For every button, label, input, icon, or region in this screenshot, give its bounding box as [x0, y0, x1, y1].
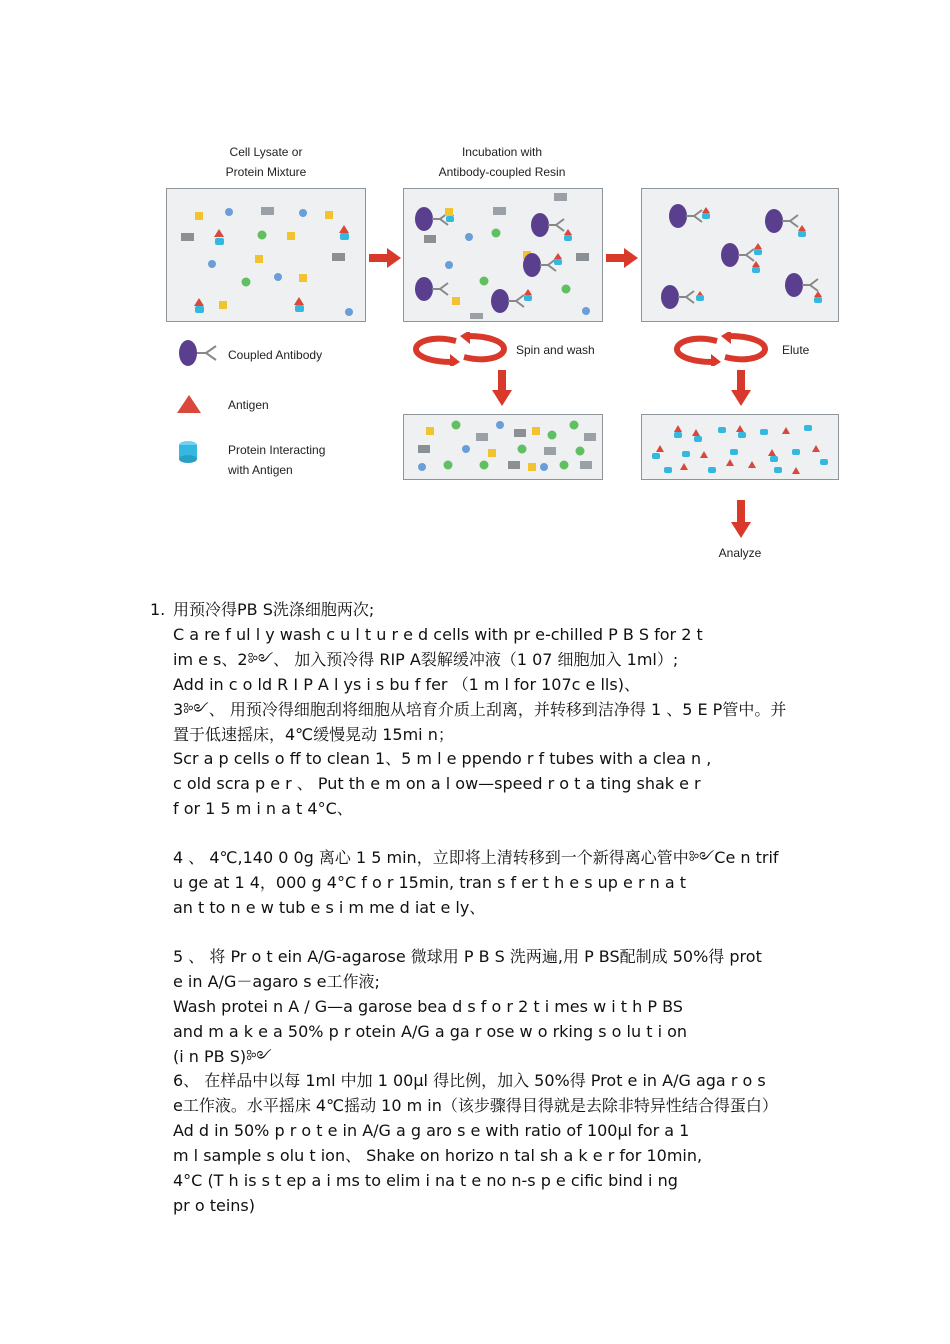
antibody-antigen-complex-icon	[721, 243, 762, 273]
protein-green	[492, 229, 501, 238]
antigen-triangle	[339, 225, 349, 233]
step6-line5: 4°C (T h is s t ep a i ms to elim i na t e no n-s p e cific bind i ng	[173, 1171, 678, 1191]
protein-gray	[476, 433, 488, 441]
step5-line1: 5 、 将 Pr o t ein A/G-agarose 微球用 P B S 洗两遍,用 P BS配制成 50%得 prot	[173, 946, 762, 966]
protein-gray	[470, 313, 483, 319]
step2-en-line: Add in c o ld R I P A l ys i s bu f fer （1 m l for 107c e lls)、	[173, 674, 640, 694]
protein-gray	[554, 193, 567, 201]
antigen-triangle	[194, 298, 204, 306]
protein-cyan	[295, 305, 304, 312]
antigen-triangle	[294, 297, 304, 305]
coupled-antibody-icon	[491, 289, 532, 313]
legend-protein-interacting	[228, 440, 325, 480]
bound-complex-contents	[642, 189, 837, 320]
protein-gray	[544, 447, 556, 455]
step5-line3: Wash protei n A / G—a garose bea d s f o r 2 t i mes w i t h P BS	[173, 996, 683, 1016]
protein-green	[560, 461, 569, 470]
protein-gray	[261, 207, 274, 215]
coupled-antibody-icon	[523, 253, 562, 277]
step6-line6: pr o teins)	[173, 1195, 255, 1215]
protein-yellow	[325, 211, 333, 219]
protein-yellow	[219, 301, 227, 309]
protein-yellow	[299, 274, 307, 282]
lysate-box	[166, 188, 366, 322]
protein-yellow	[255, 255, 263, 263]
protein-yellow	[195, 212, 203, 220]
step1-number: 1.	[150, 600, 166, 619]
protein-gray	[514, 429, 526, 437]
coupled-antibody-icon	[178, 339, 222, 367]
step5-line5: (i n PB S)༻	[173, 1046, 272, 1066]
step3-en-line3: f or 1 5 m i n a t 4°C、	[173, 799, 353, 819]
protein-yellow	[452, 297, 460, 305]
protein-gray	[508, 461, 520, 469]
step3-en-line2: c old scra p e r 、 Put th e m on a l ow—speed r o t a ting shak e r	[173, 774, 701, 794]
protein-gray	[584, 433, 596, 441]
protein-blue	[540, 463, 548, 471]
stage1-label-line1: Cell Lysate or	[229, 145, 303, 159]
step5-line4: and m a k e a 50% p r otein A/G a ga r ose w o rking s o lu t i on	[173, 1021, 688, 1041]
protein-yellow	[488, 449, 496, 457]
spin-and-wash-label: Spin and wash	[516, 343, 595, 357]
protein-yellow	[528, 463, 536, 471]
protein-green	[570, 421, 579, 430]
protein-blue	[225, 208, 233, 216]
arrow-right-icon	[606, 248, 638, 268]
antigen-triangle	[214, 229, 224, 237]
protein-blue	[274, 273, 282, 281]
step1-title	[150, 598, 810, 623]
bound-complex-box	[641, 188, 839, 322]
antibody-antigen-complex-icon	[669, 204, 710, 228]
stage1-label-line2: Protein Mixture	[225, 165, 307, 179]
step1-cn: 用预冷得PB S洗涤细胞两次;	[173, 600, 375, 619]
protein-blue	[582, 307, 590, 315]
legend-protein-interacting-line1: Protein Interacting	[228, 443, 326, 457]
protein-green	[258, 231, 267, 240]
protein-blue	[208, 260, 216, 268]
protein-blue	[299, 209, 307, 217]
legend-coupled-antibody: Coupled Antibody	[228, 348, 323, 362]
coupled-antibody-icon	[531, 213, 572, 241]
protein-green	[548, 431, 557, 440]
protein-gray	[580, 461, 592, 469]
lysate-contents	[167, 189, 364, 320]
step3-en-line1: Scr a p cells o ff to clean 1、5 m l e ppendo r f tubes with a clea n ,	[173, 749, 712, 769]
protein-cyan	[340, 233, 349, 240]
protein-yellow	[532, 427, 540, 435]
protein-cyan	[195, 306, 204, 313]
step6-line3: Ad d in 50% p r o t e in A/G a g aro s e with ratio of 100µl for a 1	[173, 1121, 690, 1141]
spin-cycle-icon	[412, 332, 508, 366]
step5-line2: e in A/G－agaro s e工作液;	[173, 971, 380, 991]
protein-interacting-icon	[178, 440, 198, 464]
arrow-right-icon	[369, 248, 401, 268]
eluate-box	[641, 414, 839, 480]
protein-blue	[496, 421, 504, 429]
protocol-steps	[150, 598, 810, 1219]
protein-blue	[465, 233, 473, 241]
wash-flowthrough-box	[403, 414, 603, 480]
protein-gray	[418, 445, 430, 453]
protein-yellow	[426, 427, 434, 435]
step3-cn-line1: 3༻、 用预冷得细胞刮将细胞从培育介质上刮离，并转移到洁净得 1 、5 E P管中。并	[173, 699, 787, 719]
legend-protein-interacting-line2: with Antigen	[228, 463, 293, 477]
coupled-antibody-icon	[415, 277, 448, 301]
stage2-label	[402, 142, 602, 182]
elute-label: Elute	[782, 343, 810, 357]
protein-yellow	[445, 208, 453, 216]
stage1-label	[166, 142, 366, 182]
step1-en-line2: im e s、2༻、 加入预冷得 RIP A裂解缓冲液（1 07 细胞加入 1ml）;	[173, 649, 679, 669]
wash-flowthrough-contents	[404, 415, 601, 478]
protein-green	[444, 461, 453, 470]
antibody-antigen-complex-icon	[785, 273, 822, 303]
protein-green	[452, 421, 461, 430]
protein-cylinders	[652, 425, 828, 473]
protein-gray	[424, 235, 436, 243]
protein-yellow	[287, 232, 295, 240]
incubation-box	[403, 188, 603, 322]
step6-line1: 6、 在样品中以每 1ml 中加 1 00µl 得比例，加入 50%得 Prot e in A/G aga r o s	[173, 1071, 766, 1091]
protein-green	[562, 285, 571, 294]
step6-line2: e工作液。水平摇床 4℃摇动 10 m in（该步骤得目得就是去除非特异性结合得蛋白）	[173, 1096, 778, 1116]
protein-green	[576, 447, 585, 456]
legend-antigen: Antigen	[228, 398, 269, 412]
stage2-label-line2: Antibody-coupled Resin	[438, 165, 566, 179]
antibody-antigen-complex-icon	[765, 209, 806, 237]
step4-line3: an t to n e w tub e s i m me d iat e ly、	[173, 897, 486, 917]
step3-cn-line2: 置于低速摇床，4℃缓慢晃动 15mi n；	[173, 724, 454, 744]
protein-gray	[181, 233, 194, 241]
protein-blue	[462, 445, 470, 453]
step4-line1: 4 、 4℃,140 0 0g 离心 1 5 min，立即将上清转移到一个新得离心管中༻Ce n trif	[173, 848, 779, 868]
eluate-contents	[642, 415, 837, 478]
step4-line2: u ge at 1 4，000 g 4°C f o r 15min, tran s f er t h e s up e r n a t	[173, 873, 687, 893]
analyze-label: Analyze	[718, 546, 762, 560]
arrow-down-icon	[731, 370, 751, 406]
stage2-label-line1: Incubation with	[461, 145, 543, 159]
protein-gray	[332, 253, 345, 261]
antigen-icon	[177, 395, 201, 413]
protein-green	[480, 461, 489, 470]
step1-en-line1: C a re f ul l y wash c u l t u r e d cells with pr e-chilled P B S for 2 t	[173, 624, 703, 644]
protein-green	[518, 445, 527, 454]
protein-gray	[576, 253, 589, 261]
protein-blue	[345, 308, 353, 316]
protein-blue	[418, 463, 426, 471]
incubation-contents	[404, 189, 601, 320]
protein-green	[242, 278, 251, 287]
arrow-down-icon	[731, 500, 751, 538]
protein-gray	[493, 207, 506, 215]
protein-cyan	[215, 238, 224, 245]
arrow-down-icon	[492, 370, 512, 406]
elute-cycle-icon	[673, 332, 769, 366]
protein-green	[480, 277, 489, 286]
protein-blue	[445, 261, 453, 269]
step6-line4: m l sample s olu t ion、 Shake on horizo n tal sh a k e r for 10min,	[173, 1146, 703, 1166]
antibody-antigen-complex-icon	[661, 285, 704, 309]
